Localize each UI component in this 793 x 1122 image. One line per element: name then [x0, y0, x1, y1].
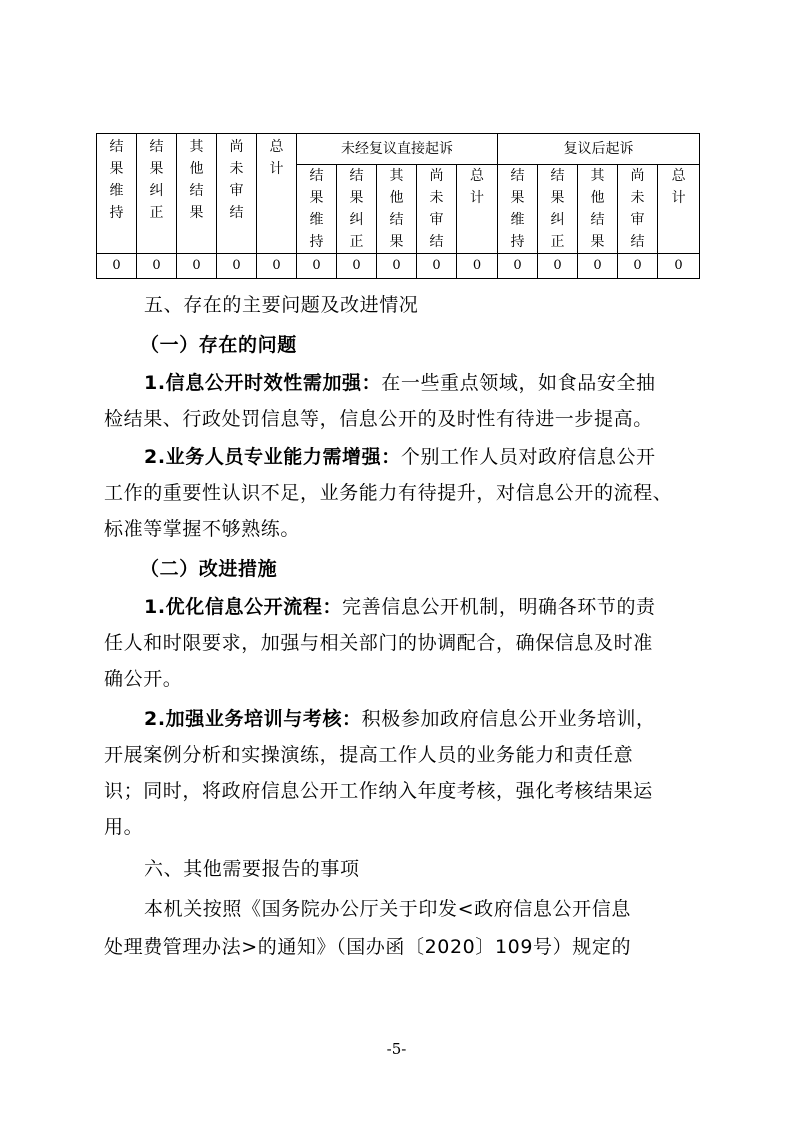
sub-header-result-upheld: 结 果 维 持 — [498, 165, 538, 254]
paragraph-lead: 2.加强业务培训与考核： — [144, 708, 362, 730]
group-header-direct-lawsuit: 未经复议直接起诉 — [297, 134, 498, 165]
statistics-table — [96, 133, 700, 279]
table-cell-value: 0 — [618, 254, 658, 279]
section-title-other-matters: 六、其他需要报告的事项 — [144, 858, 360, 880]
paragraph-line — [144, 371, 656, 395]
sub-header-result-upheld: 结 果 维 持 — [297, 165, 337, 254]
sub-header-total: 总 计 — [457, 165, 498, 254]
col-header-total: 总 计 — [257, 134, 297, 254]
paragraph-line: 用。 — [104, 816, 144, 838]
table-cell-value: 0 — [137, 254, 177, 279]
table-cell-value: 0 — [658, 254, 700, 279]
sub-header-pending: 尚 未 审 结 — [618, 165, 658, 254]
paragraph-lead: 2.业务人员专业能力需增强： — [144, 446, 401, 468]
paragraph-line: 处理费管理办法>的通知》（国办函〔2020〕109号）规定的 — [104, 936, 632, 958]
sub-header-other-result: 其 他 结 果 — [377, 165, 417, 254]
paragraph-text: 完善信息公开机制，明确各环节的责 — [342, 596, 656, 618]
paragraph-line: 开展案例分析和实操演练，提高工作人员的业务能力和责任意 — [104, 744, 634, 766]
table-cell-value: 0 — [97, 254, 137, 279]
table-cell-value: 0 — [538, 254, 578, 279]
table-cell-value: 0 — [417, 254, 457, 279]
table-cell-value: 0 — [337, 254, 377, 279]
paragraph-line: 任人和时限要求，加强与相关部门的协调配合，确保信息及时准 — [104, 632, 653, 654]
paragraph-lead: 1.优化信息公开流程： — [144, 596, 343, 618]
col-header-result-upheld: 结 果 维 持 — [97, 134, 137, 254]
subsection-title-improvements: （二）改进措施 — [140, 558, 278, 580]
paragraph-line — [144, 595, 656, 619]
paragraph-line: 检结果、行政处罚信息等，信息公开的及时性有待进一步提高。 — [104, 408, 653, 430]
paragraph-text: 积极参加政府信息公开业务培训， — [361, 708, 656, 730]
paragraph-text: 个别工作人员对政府信息公开 — [400, 446, 656, 468]
table-cell-value: 0 — [498, 254, 538, 279]
table-cell-value: 0 — [257, 254, 297, 279]
group-header-after-review-lawsuit: 复议后起诉 — [498, 134, 700, 165]
section-title-problems: 五、存在的主要问题及改进情况 — [144, 294, 419, 316]
col-header-other-result: 其 他 结 果 — [177, 134, 217, 254]
page-number: -5- — [386, 1040, 407, 1058]
table-cell-value: 0 — [177, 254, 217, 279]
col-header-pending: 尚 未 审 结 — [217, 134, 257, 254]
subsection-title-existing-problems: （一）存在的问题 — [140, 334, 297, 356]
paragraph-text: 在一些重点领域，如食品安全抽 — [381, 372, 656, 394]
paragraph-lead: 1.信息公开时效性需加强： — [144, 372, 382, 394]
sub-header-other-result: 其 他 结 果 — [578, 165, 618, 254]
table-cell-value: 0 — [377, 254, 417, 279]
table-cell-value: 0 — [297, 254, 337, 279]
table-cell-value: 0 — [457, 254, 498, 279]
sub-header-result-corrected: 结 果 纠 正 — [337, 165, 377, 254]
table-cell-value: 0 — [578, 254, 618, 279]
sub-header-pending: 尚 未 审 结 — [417, 165, 457, 254]
paragraph-line: 本机关按照《国务院办公厅关于印发<政府信息公开信息 — [144, 898, 631, 920]
paragraph-line: 识；同时，将政府信息公开工作纳入年度考核，强化考核结果运 — [104, 780, 653, 802]
paragraph-line: 标准等掌握不够熟练。 — [104, 518, 301, 540]
paragraph-line: 确公开。 — [104, 668, 183, 690]
sub-header-result-corrected: 结 果 纠 正 — [538, 165, 578, 254]
paragraph-line — [144, 445, 656, 469]
table-cell-value: 0 — [217, 254, 257, 279]
col-header-result-corrected: 结 果 纠 正 — [137, 134, 177, 254]
paragraph-line: 工作的重要性认识不足，业务能力有待提升，对信息公开的流程、 — [104, 482, 673, 504]
paragraph-line — [144, 707, 656, 731]
sub-header-total: 总 计 — [658, 165, 700, 254]
